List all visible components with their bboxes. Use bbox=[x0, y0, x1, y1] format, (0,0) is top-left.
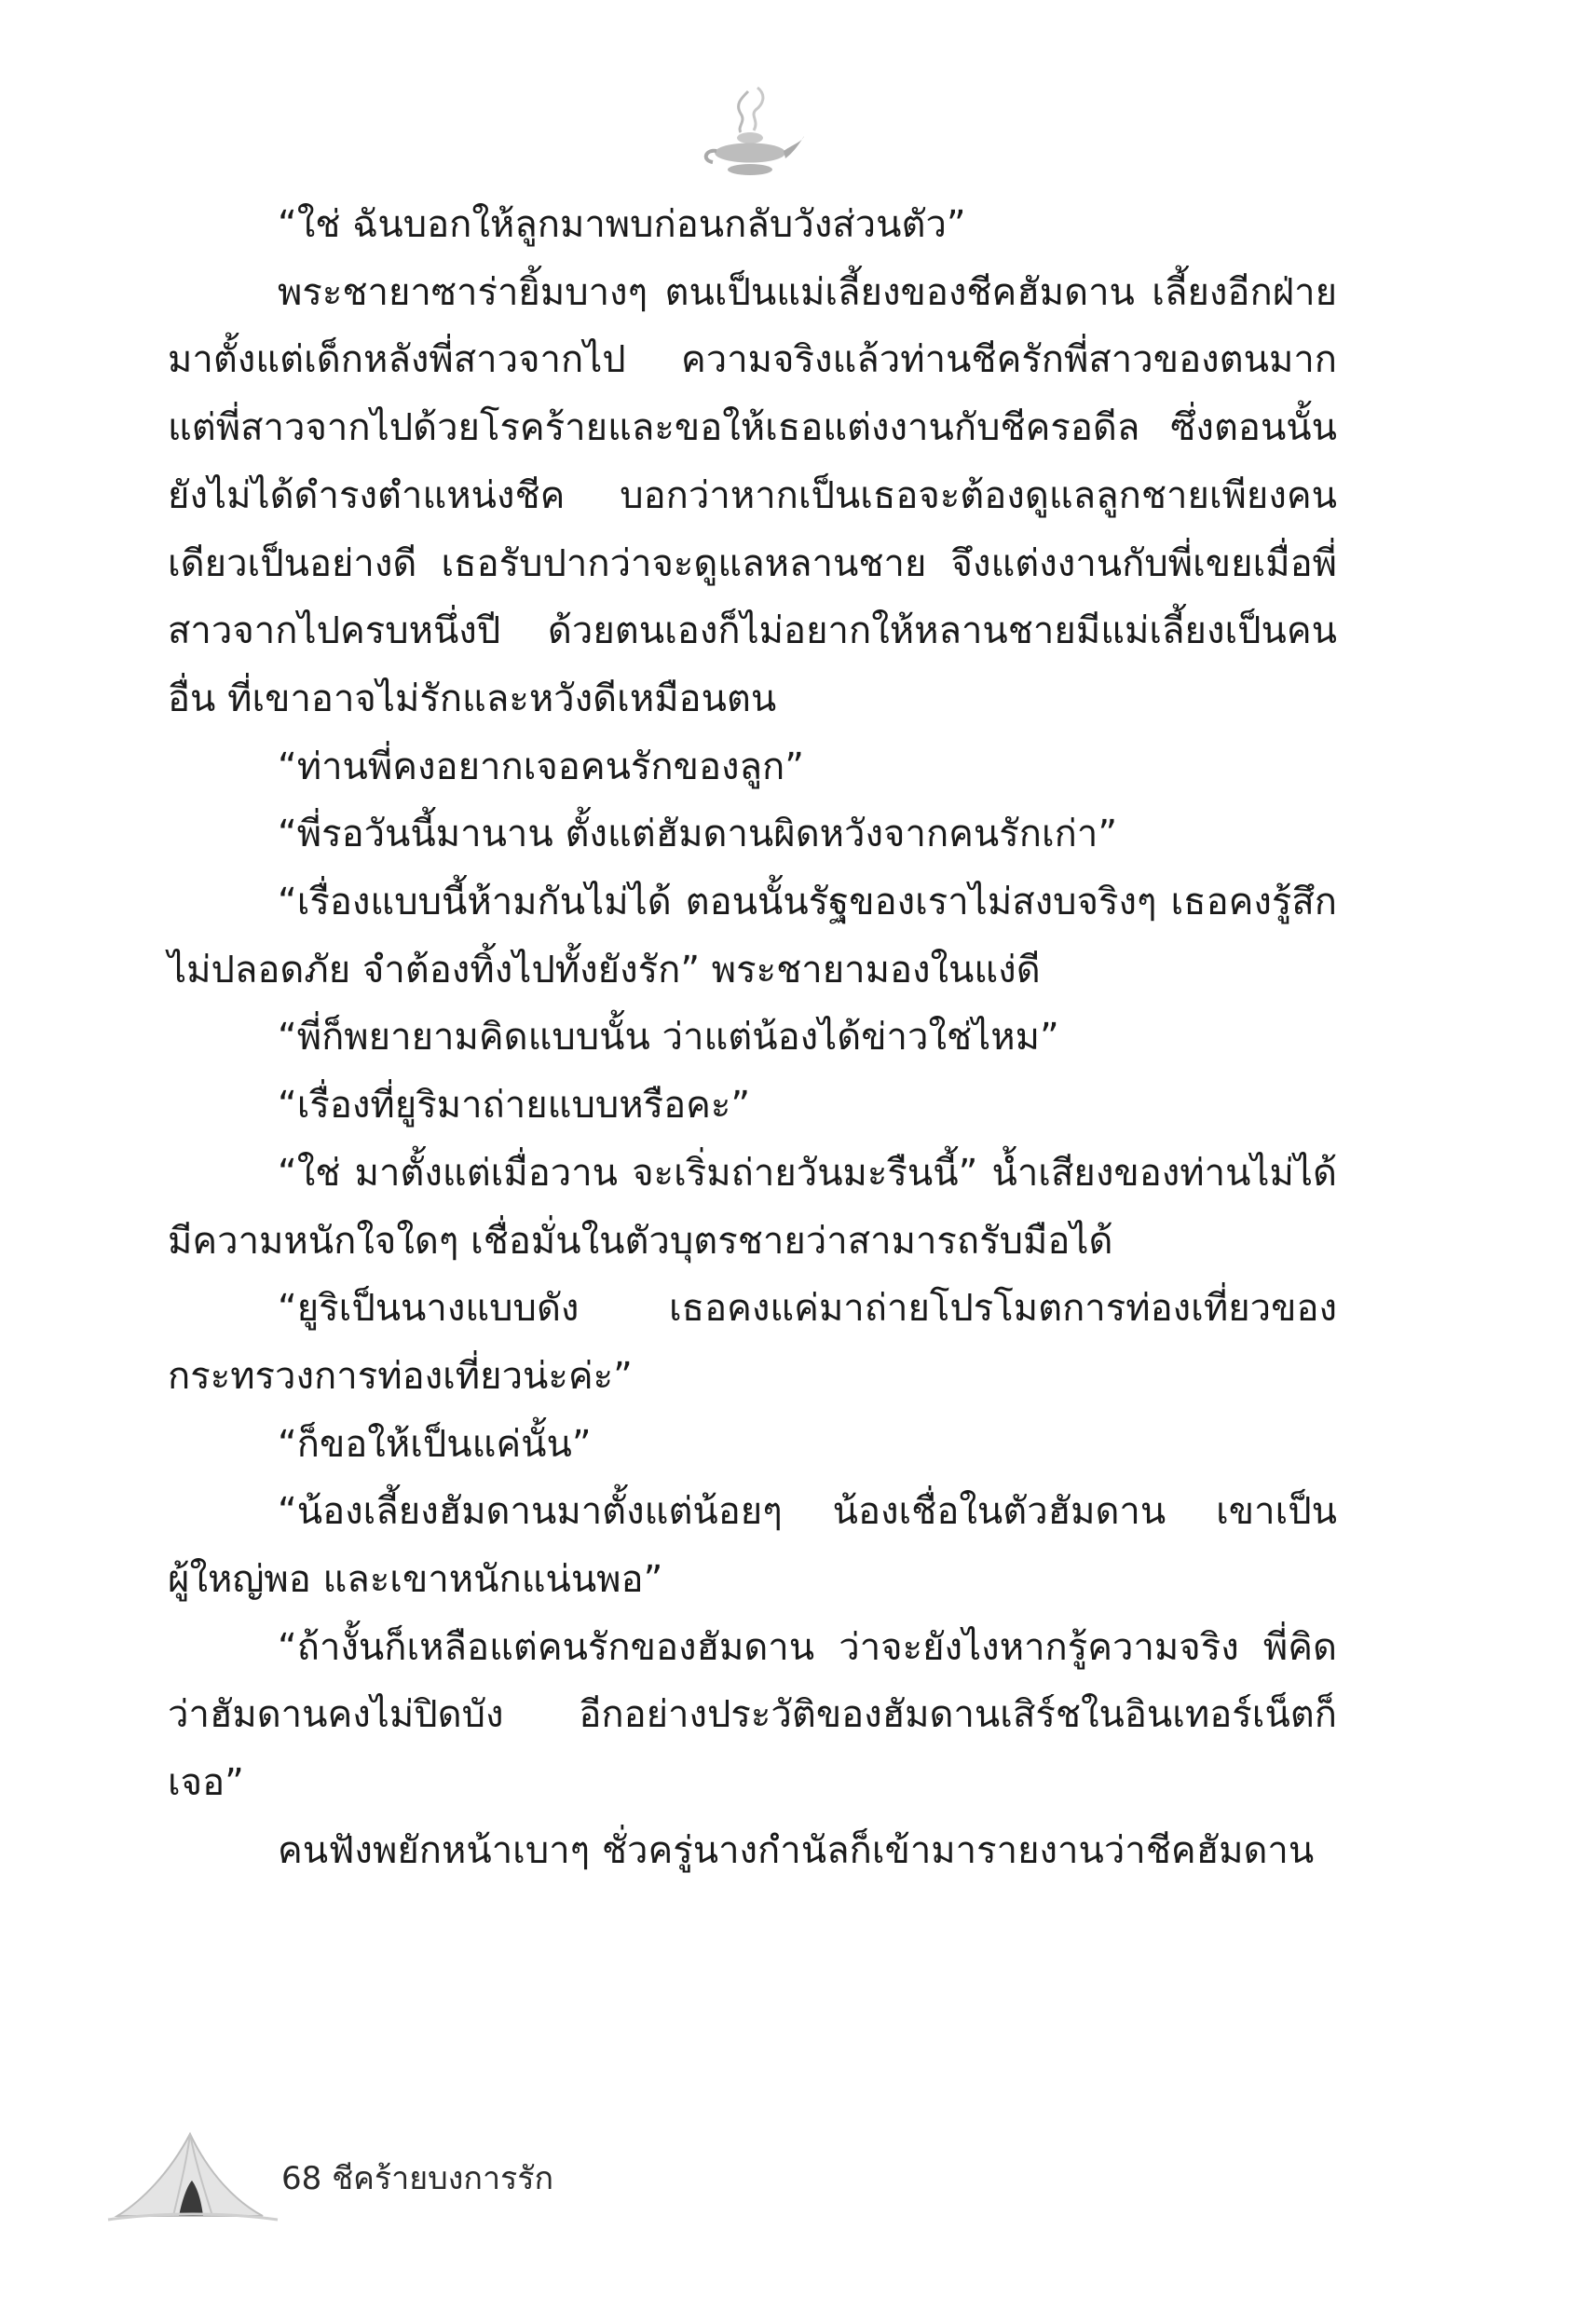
paragraph: “ท่านพี่คงอยากเจอคนรักของลูก” bbox=[278, 745, 804, 788]
body-text bbox=[168, 191, 1337, 1885]
paragraph: “ก็ขอให้เป็นแค่นั้น” bbox=[278, 1422, 592, 1466]
tent-icon bbox=[104, 2126, 281, 2224]
page-number: 68 bbox=[281, 2160, 322, 2197]
paragraph: พระชายาซาร่ายิ้มบางๆ ตนเป็นแม่เลี้ยงของชีคฮัมดาน เลี้ยงอีกฝ่ายมาตั้งแต่เด็กหลังพี่สาวจากไป ความจริงแล้วท่านชีครักพี่สาวของตนมาก แต่พี่สาวจากไปด้วยโรคร้ายและขอให้เธอแต่งงานกับชีครอดีล ซึ่งตอนนั้นยังไม่ได้ดำรงตำแหน่งชีค บอกว่าหากเป็นเธอจะต้องดูแลลูกชายเพียงคนเดียวเป็นอย่างดี เธอรับปากว่าจะดูแลหลานชาย จึงแต่งงานกับพี่เขยเมื่อพี่สาวจากไปครบหนึ่งปี ด้วยตนเองก็ไม่อยากให้หลานชายมีแม่เลี้ยงเป็นคนอื่น ที่เขาอาจไม่รักและหวังดีเหมือนตน bbox=[168, 270, 1337, 720]
page-footer bbox=[104, 2126, 663, 2229]
paragraph: “พี่ก็พยายามคิดแบบนั้น ว่าแต่น้องได้ข่าวใช่ไหม” bbox=[278, 1016, 1059, 1060]
book-title: ชีคร้ายบงการรัก bbox=[332, 2160, 554, 2197]
paragraph: “ยูริเป็นนางแบบดัง เธอคงแค่มาถ่ายโปรโมตการท่องเที่ยวของกระทรวงการท่องเที่ยวน่ะค่ะ” bbox=[168, 1287, 1337, 1398]
paragraph: “ใช่ มาตั้งแต่เมื่อวาน จะเริ่มถ่ายวันมะรืนนี้” น้ำเสียงของท่านไม่ได้มีความหนักใจใดๆ เชื่อมั่นในตัวบุตรชายว่าสามารถรับมือได้ bbox=[168, 1151, 1337, 1263]
paragraph: คนฟังพยักหน้าเบาๆ ชั่วครู่นางกำนัลก็เข้ามารายงานว่าชีคฮัมดาน bbox=[278, 1828, 1315, 1872]
footer-text bbox=[281, 2160, 553, 2197]
paragraph: “น้องเลี้ยงฮัมดานมาตั้งแต่น้อยๆ น้องเชื่อในตัวฮัมดาน เขาเป็นผู้ใหญ่พอ และเขาหนักแน่นพอ” bbox=[168, 1490, 1337, 1602]
lamp-icon bbox=[694, 84, 806, 186]
paragraph: “เรื่องที่ยูริมาถ่ายแบบหรือคะ” bbox=[278, 1084, 751, 1128]
paragraph: “เรื่องแบบนี้ห้ามกันไม่ได้ ตอนนั้นรัฐของเราไม่สงบจริงๆ เธอคงรู้สึกไม่ปลอดภัย จำต้องทิ้งไปทั้งยังรัก” พระชายามองในแง่ดี bbox=[168, 881, 1337, 991]
paragraph: “ใช่ ฉันบอกให้ลูกมาพบก่อนกลับวังส่วนตัว” bbox=[278, 203, 966, 246]
paragraph: “พี่รอวันนี้มานาน ตั้งแต่ฮัมดานผิดหวังจากคนรักเก่า” bbox=[278, 813, 1118, 856]
paragraph: “ถ้างั้นก็เหลือแต่คนรักของฮัมดาน ว่าจะยังไงหากรู้ความจริง พี่คิดว่าฮัมดานคงไม่ปิดบัง อีกอย่างประวัติของฮัมดานเสิร์ชในอินเทอร์เน็ตก็เจอ” bbox=[168, 1625, 1337, 1805]
